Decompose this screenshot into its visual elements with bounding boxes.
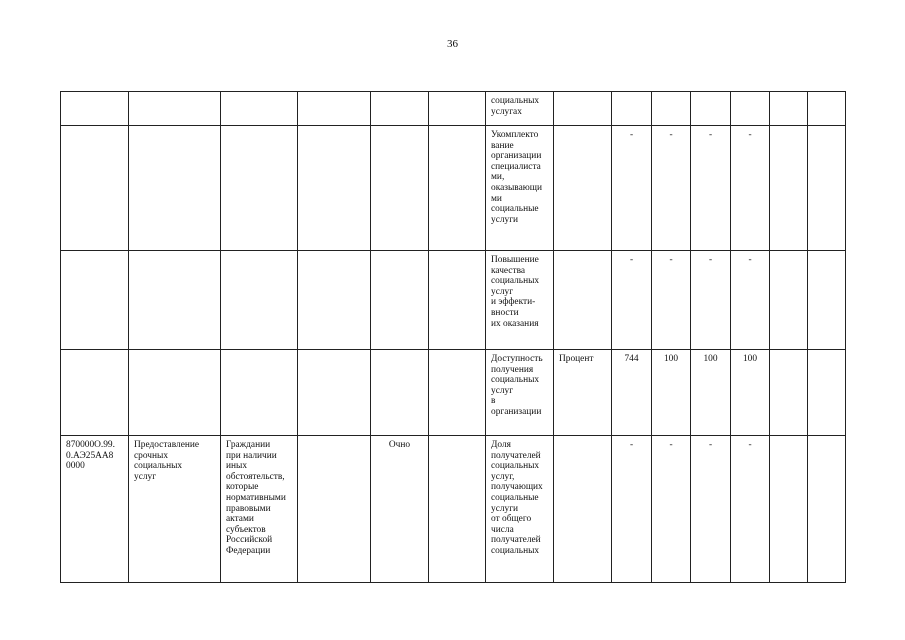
- deviation-abs-cell: [808, 436, 846, 583]
- empty-cell: [298, 92, 371, 126]
- value-year-3-cell: 100: [731, 350, 770, 436]
- deviation-percent-cell: [770, 436, 808, 583]
- okei-code-cell: -: [612, 126, 652, 251]
- deviation-percent-cell: [770, 126, 808, 251]
- deviation-abs-cell: [808, 350, 846, 436]
- unit-cell: [554, 126, 612, 251]
- service-code-cell: [61, 251, 129, 350]
- value-year-2-cell: -: [691, 126, 731, 251]
- services-table: [60, 91, 846, 583]
- service-code-cell: [61, 126, 129, 251]
- indicator-name-cell: Укомплекто вание организации специалиста ми, оказывающи ми социальные услуги: [486, 126, 554, 251]
- empty-cell: [298, 436, 371, 583]
- deviation-abs-cell: [808, 251, 846, 350]
- deviation-abs-cell: [808, 92, 846, 126]
- recipient-category-cell: Граждании при наличии иных обстоятельств, которые нормативными правовыми актами субъектов Российской Федерации: [221, 436, 298, 583]
- empty-cell: [429, 350, 486, 436]
- service-form-cell: [371, 126, 429, 251]
- service-name-cell: [129, 92, 221, 126]
- recipient-category-cell: [221, 92, 298, 126]
- unit-cell: [554, 92, 612, 126]
- service-name-cell: Предоставление срочных социальных услуг: [129, 436, 221, 583]
- deviation-abs-cell: [808, 126, 846, 251]
- table-row: [61, 126, 846, 251]
- empty-cell: [429, 251, 486, 350]
- service-code-cell: [61, 350, 129, 436]
- unit-cell: [554, 251, 612, 350]
- okei-code-cell: -: [612, 251, 652, 350]
- service-form-cell: [371, 92, 429, 126]
- service-code-cell: 870000О.99. 0.АЭ25АА8 0000: [61, 436, 129, 583]
- deviation-percent-cell: [770, 251, 808, 350]
- service-name-cell: [129, 126, 221, 251]
- empty-cell: [429, 92, 486, 126]
- value-year-2-cell: -: [691, 251, 731, 350]
- table-row: [61, 350, 846, 436]
- value-year-1-cell: -: [652, 436, 691, 583]
- empty-cell: [429, 126, 486, 251]
- value-year-3-cell: [731, 92, 770, 126]
- deviation-percent-cell: [770, 92, 808, 126]
- service-form-cell: [371, 251, 429, 350]
- indicator-name-cell: Повышение качества социальных услуг и эффекти- вности их оказания: [486, 251, 554, 350]
- value-year-1-cell: -: [652, 126, 691, 251]
- okei-code-cell: [612, 92, 652, 126]
- service-code-cell: [61, 92, 129, 126]
- table-row: [61, 251, 846, 350]
- value-year-3-cell: -: [731, 251, 770, 350]
- empty-cell: [298, 251, 371, 350]
- table-row: [61, 436, 846, 583]
- table-row: [61, 92, 846, 126]
- service-name-cell: [129, 251, 221, 350]
- empty-cell: [429, 436, 486, 583]
- empty-cell: [298, 126, 371, 251]
- page-number: 36: [447, 38, 458, 50]
- unit-cell: [554, 436, 612, 583]
- service-name-cell: [129, 350, 221, 436]
- okei-code-cell: 744: [612, 350, 652, 436]
- indicator-name-cell: Доля получателей социальных услуг, получающих социальные услуги от общего числа получателей социальных: [486, 436, 554, 583]
- value-year-3-cell: -: [731, 126, 770, 251]
- service-form-cell: Очно: [371, 436, 429, 583]
- okei-code-cell: -: [612, 436, 652, 583]
- value-year-3-cell: -: [731, 436, 770, 583]
- service-form-cell: [371, 350, 429, 436]
- empty-cell: [298, 350, 371, 436]
- indicator-name-cell: социальных услугах: [486, 92, 554, 126]
- value-year-1-cell: -: [652, 251, 691, 350]
- value-year-2-cell: [691, 92, 731, 126]
- deviation-percent-cell: [770, 350, 808, 436]
- unit-cell: Процент: [554, 350, 612, 436]
- value-year-1-cell: 100: [652, 350, 691, 436]
- value-year-1-cell: [652, 92, 691, 126]
- recipient-category-cell: [221, 251, 298, 350]
- value-year-2-cell: -: [691, 436, 731, 583]
- indicator-name-cell: Доступность получения социальных услуг в организации: [486, 350, 554, 436]
- recipient-category-cell: [221, 126, 298, 251]
- recipient-category-cell: [221, 350, 298, 436]
- value-year-2-cell: 100: [691, 350, 731, 436]
